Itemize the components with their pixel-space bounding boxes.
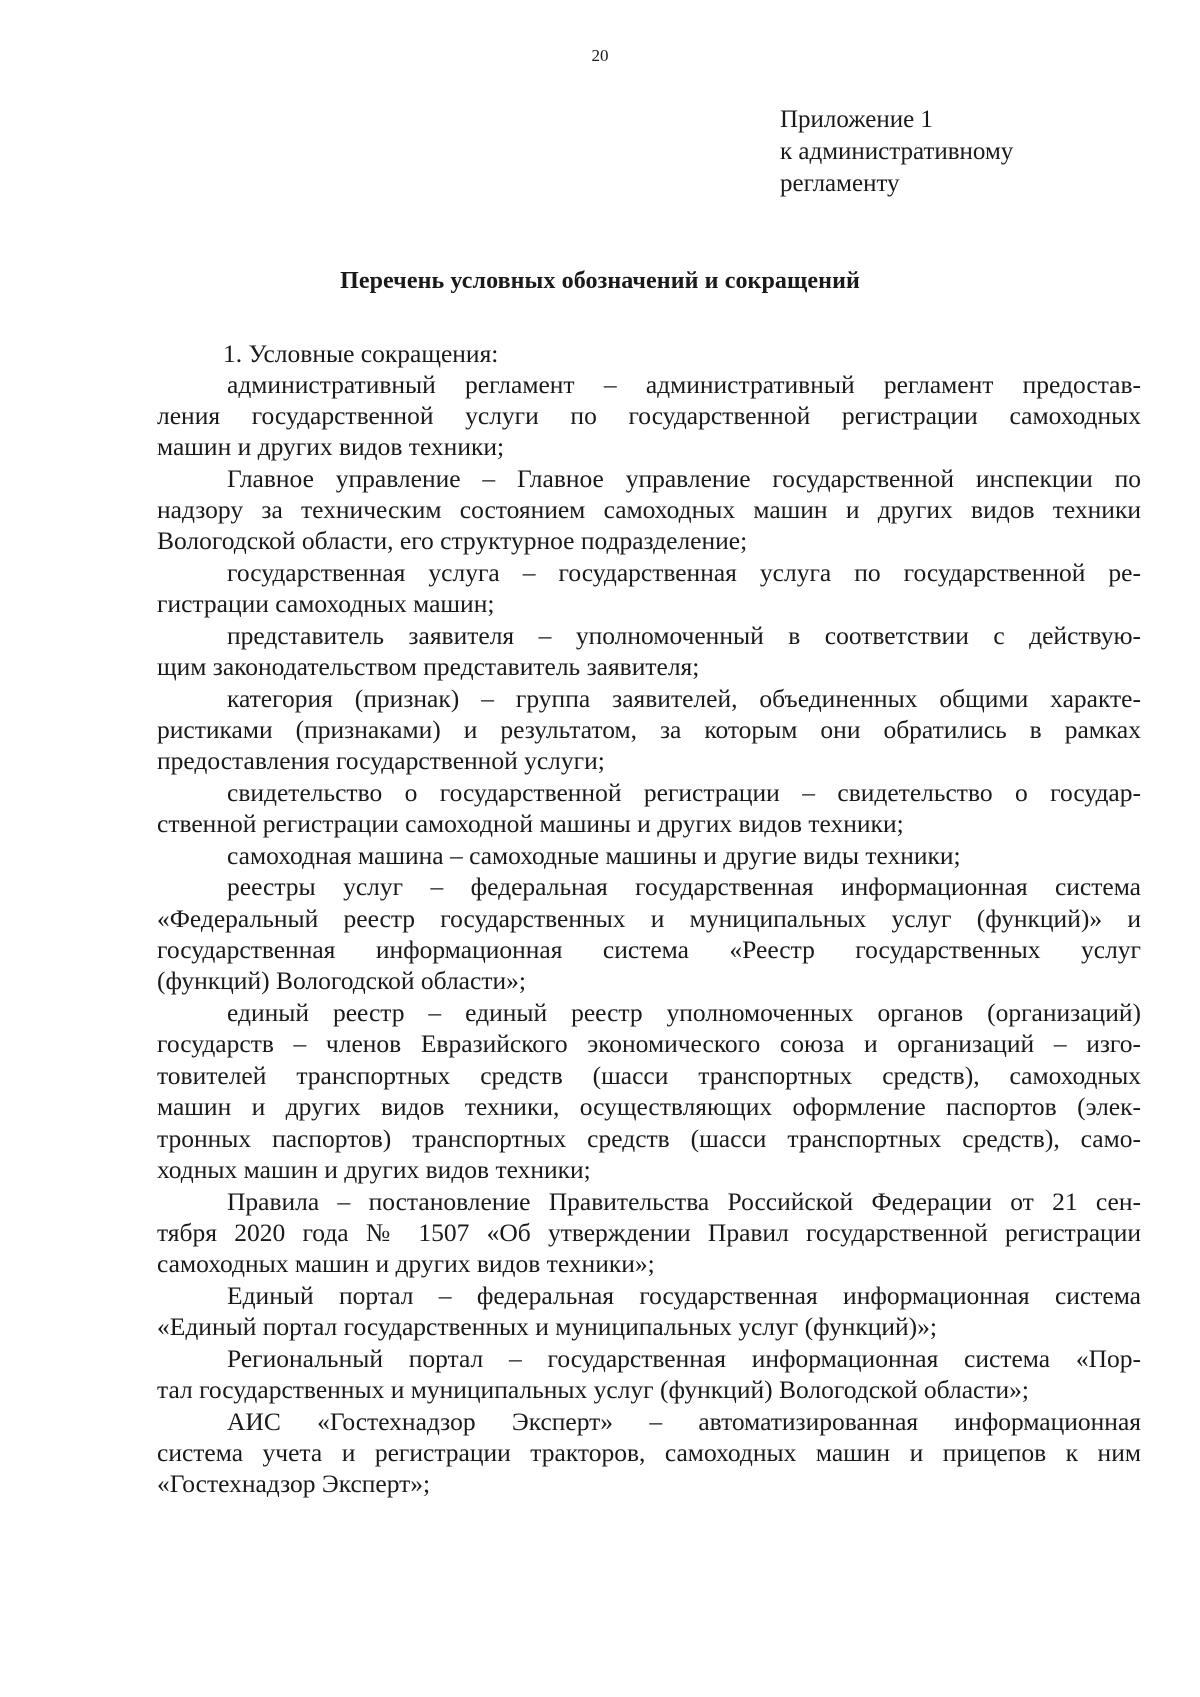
text-line: машин и других видов техники;: [157, 432, 505, 461]
text-line: свидетельство о государственной регистрации – свидетельство о государ-: [227, 778, 1141, 807]
text-line: ристиками (признаками) и результатом, за которым они обратились в рамках: [157, 715, 1141, 744]
text-line: товителей транспортных средств (шасси транспортных средств), самоходных: [157, 1061, 1141, 1090]
text-line: Правила – постановление Правительства Российской Федерации от 21 сен-: [227, 1187, 1141, 1216]
text-line: государственная услуга – государственная услуга по государственной ре-: [227, 558, 1141, 587]
page-number: 20: [591, 46, 609, 65]
text-line: государственная информационная система «Реестр государственных услуг: [157, 935, 1141, 964]
text-line: щим законодательством представитель заявителя;: [157, 652, 700, 681]
text-line: самоходных машин и других видов техники»;: [157, 1249, 655, 1278]
text-line: «Единый портал государственных и муниципальных услуг (функций)»;: [157, 1312, 938, 1341]
text-line: единый реестр – единый реестр уполномоченных органов (организаций): [227, 998, 1141, 1027]
appendix-line-2: к административному: [780, 138, 1014, 165]
text-line: гистрации самоходных машин;: [157, 589, 495, 618]
document-title: Перечень условных обозначений и сокращений: [340, 268, 860, 294]
text-line: надзору за техническим состоянием самоходных машин и других видов техники: [157, 495, 1141, 524]
text-line: ходных машин и других видов техники;: [157, 1155, 591, 1184]
text-line: «Федеральный реестр государственных и муниципальных услуг (функций)» и: [157, 904, 1141, 933]
text-line: машин и других видов техники, осуществляющих оформление паспортов (элек-: [157, 1092, 1141, 1121]
text-line: (функций) Вологодской области»;: [157, 966, 526, 995]
text-line: предоставления государственной услуги;: [157, 746, 605, 775]
text-line: «Гостехнадзор Эксперт»;: [157, 1469, 431, 1498]
appendix-line-3: регламенту: [780, 170, 900, 197]
text-line: Вологодской области, его структурное подразделение;: [157, 526, 748, 555]
appendix-line-1: Приложение 1: [780, 106, 933, 133]
text-line: тронных паспортов) транспортных средств (шасси транспортных средств), само-: [157, 1124, 1141, 1153]
text-line: Главное управление – Главное управление государственной инспекции по: [227, 464, 1141, 493]
text-line: система учета и регистрации тракторов, самоходных машин и прицепов к ним: [157, 1438, 1141, 1467]
text-line: категория (признак) – группа заявителей, объединенных общими характе-: [227, 684, 1141, 713]
text-line: государств – членов Евразийского экономического союза и организаций – изго-: [157, 1029, 1141, 1058]
text-line: тал государственных и муниципальных услуг (функций) Вологодской области»;: [157, 1375, 1029, 1404]
text-line: ления государственной услуги по государственной регистрации самоходных: [157, 401, 1141, 430]
text-line: административный регламент – административный регламент предостав-: [227, 370, 1141, 399]
text-line: реестры услуг – федеральная государственная информационная система: [227, 872, 1141, 901]
text-line: АИС «Гостехнадзор Эксперт» – автоматизированная информационная: [227, 1407, 1141, 1436]
text-line: Единый портал – федеральная государственная информационная система: [227, 1281, 1141, 1310]
section-heading: 1. Условные сокращения:: [223, 339, 499, 368]
text-line: тября 2020 года № 1507 «Об утверждении Правил государственной регистрации: [157, 1218, 1141, 1247]
text-line: самоходная машина – самоходные машины и другие виды техники;: [227, 841, 961, 870]
text-line: ственной регистрации самоходной машины и других видов техники;: [157, 809, 904, 838]
text-line: Региональный портал – государственная информационная система «Пор-: [227, 1344, 1141, 1373]
text-line: представитель заявителя – уполномоченный в соответствии с действую-: [227, 621, 1141, 650]
